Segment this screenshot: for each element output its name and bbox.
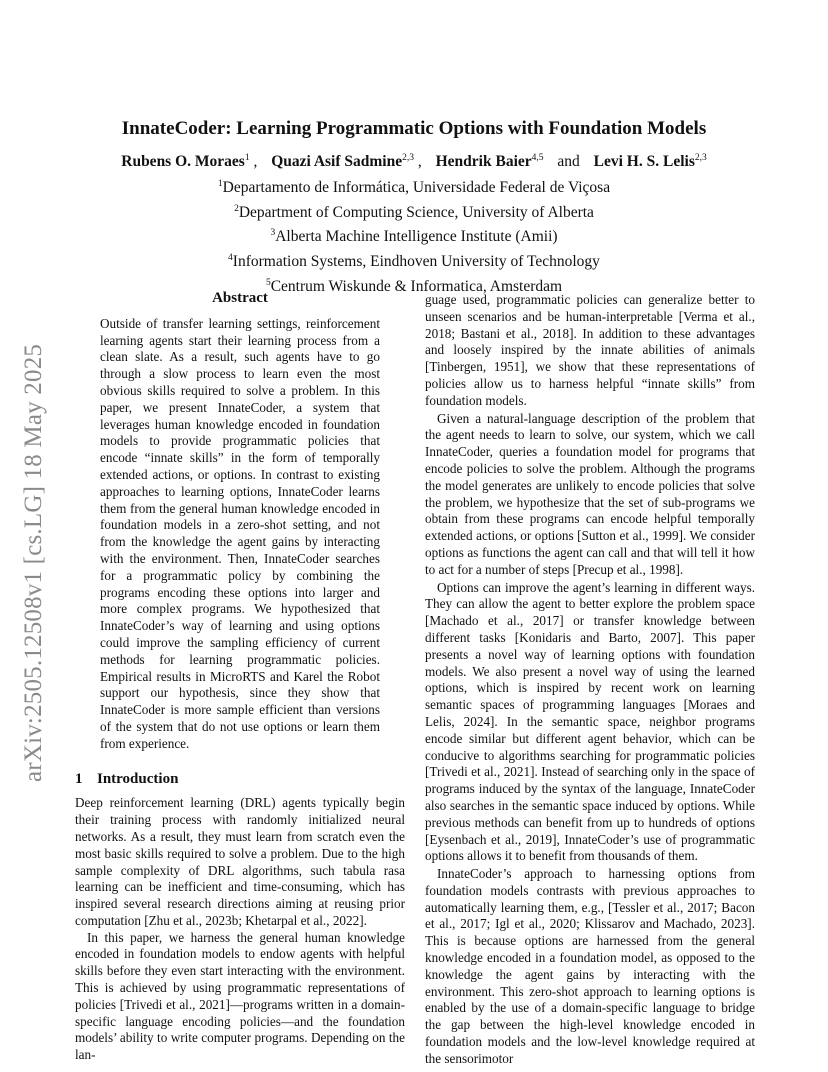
affiliation-line: $^4$Information Systems, Eindhoven University of Technology bbox=[228, 252, 600, 271]
author-affiliation-marker: 2,3 bbox=[694, 153, 707, 163]
left-column bbox=[75, 290, 405, 1064]
author-separator: , bbox=[414, 153, 426, 171]
author-name: Rubens O. Moraes bbox=[121, 153, 245, 171]
affiliation-line: $^5$Centrum Wiskunde & Informatica, Amsterdam bbox=[265, 277, 563, 295]
author-separator: and bbox=[553, 153, 584, 171]
section-heading-introduction bbox=[75, 771, 405, 788]
abstract-heading: Abstract bbox=[212, 290, 268, 306]
paragraph: Options can improve the agent’s learning in different ways. They can allow the agent to better explore the problem space [Machado et al., 2017] or transfer knowledge between different tasks [Konidaris and Barto, 2007]. This paper presents a novel way of learning options with foundation models. We also present a novel way of using the learned options, which is inspired by recent work on learning semantic spaces of programming languages [Moraes and Lelis, 2024]. In the semantic space, neighbor programs encode similar but different agent behavior, which can be conducive to algorithms searching for programmatic policies [Trivedi et al., 2021]. Instead of searching only in the space of programs induced by the syntax of the language, InnateCoder also searches in the semantic space induced by options. While previous methods can benefit from up to hundreds of options [Eysenbach et al., 2019], InnateCoder’s use of programmatic options allows it to benefit from thousands of them. bbox=[425, 579, 755, 864]
paragraph: In this paper, we harness the general human knowledge encoded in foundation models to endow agents with helpful skills before they even start interacting with the environment. This is achieved by using programmatic representations of policies [Trivedi et al., 2021]—programs written in a domain-specific language encoding policies—and the foundation models’ ability to write computer programs. Depending on the lan- bbox=[75, 929, 405, 1063]
arxiv-identifier-sidebar[interactable]: arXiv:2505.12508v1 [cs.LG] 18 May 2025 bbox=[20, 343, 47, 782]
right-column bbox=[425, 292, 755, 1068]
affiliation-list bbox=[0, 174, 828, 297]
affiliation-line: $^1$Departamento de Informática, Universidade Federal de Viçosa bbox=[217, 179, 611, 197]
author-list bbox=[0, 153, 828, 171]
paper-title: InnateCoder: Learning Programmatic Options with Foundation Models bbox=[121, 118, 707, 139]
author-affiliation-marker: 2,3 bbox=[402, 153, 414, 163]
paragraph: Deep reinforcement learning (DRL) agents typically begin their training process with randomly initialized neural networks. As a result, they must learn from scratch even the most basic skills required to solve a problem. Due to the high sample complexity of DRL algorithms, such tabula rasa learning can be inefficient and time-consuming, which has inspired several research directions aiming at reusing prior computation [Zhu et al., 2023b; Khetarpal et al., 2022]. bbox=[75, 795, 405, 928]
section-number: 1 bbox=[75, 770, 83, 787]
affiliation-line: $^3$Alberta Machine Intelligence Institute (Amii) bbox=[270, 228, 558, 246]
author-affiliation-marker: 4,5 bbox=[531, 153, 544, 163]
author-name: Levi H. S. Lelis bbox=[593, 153, 695, 171]
author-affiliation-marker: 1 bbox=[244, 153, 250, 163]
paragraph: guage used, programmatic policies can generalize better to unseen scenarios and be human-interpretable [Verma et al., 2018; Bastani et al., 2018]. In addition to these advantages and loosely inspired by the innate abilities of animals [Tinbergen, 1951], we show that these representations of policies allow us to harness helpful “innate skills” from foundation models. bbox=[425, 292, 755, 408]
author-name: Quazi Asif Sadmine bbox=[271, 153, 403, 171]
abstract-text: Outside of transfer learning settings, reinforcement learning agents start their learning process from a clean slate. As a result, such agents have to go through a slow process to learn even the most obvious skills required to solve a problem. In this paper, we present InnateCoder, a system that leverages human knowledge encoded in foundation models to provide programmatic policies that encode “innate skills” in the form of temporally extended actions, or options. In contrast to existing approaches to learning options, InnateCoder learns them from the general human knowledge encoded in foundation models in a zero-shot setting, and not from the knowledge the agent gains by interacting with the environment. Then, InnateCoder searches for a programmatic policy by combining the programs encoding these options into larger and more complex programs. We hypothesized that InnateCoder’s way of learning and using options could improve the sampling efficiency of current methods for learning programmatic policies. Empirical results in MicroRTS and Karel the Robot support our hypothesis, since they show that InnateCoder is more sample efficient than versions of the system that do not use options or learn them from experience. bbox=[100, 315, 380, 751]
paragraph: InnateCoder’s approach to harnessing options from foundation models contrasts with previous approaches to automatically learning them, e.g., [Tessler et al., 2017; Bacon et al., 2017; Igl et al., 2020; Klissarov and Machado, 2023]. This is because options are harnessed from the general knowledge encoded in a foundation model, as opposed to the knowledge the agent gains by interacting with the environment. This zero-shot approach to learning options is enabled by the use of a domain-specific language to bridge the gap between the high-level knowledge encoded in foundation models and the low-level knowledge required at the sensorimotor bbox=[425, 866, 755, 1066]
author-separator: , bbox=[249, 153, 262, 171]
author-name: Hendrik Baier bbox=[435, 153, 532, 171]
section-title: Introduction bbox=[97, 770, 179, 787]
paragraph: Given a natural-language description of the problem that the agent needs to learn to solve, our system, which we call InnateCoder, queries a foundation model for programs that encode policies to solve the problem. Although the programs the model generates are unlikely to encode policies that solve the problem, we hypothesize that the set of sub-programs we obtain from these programs can encode helpful temporally extended actions, or options [Sutton et al., 1999]. We consider options as functions the agent can call and that will tell it how to act for a number of steps [Precup et al., 1998]. bbox=[425, 410, 755, 577]
affiliation-line: $^2$Department of Computing Science, University of Alberta bbox=[234, 203, 594, 221]
